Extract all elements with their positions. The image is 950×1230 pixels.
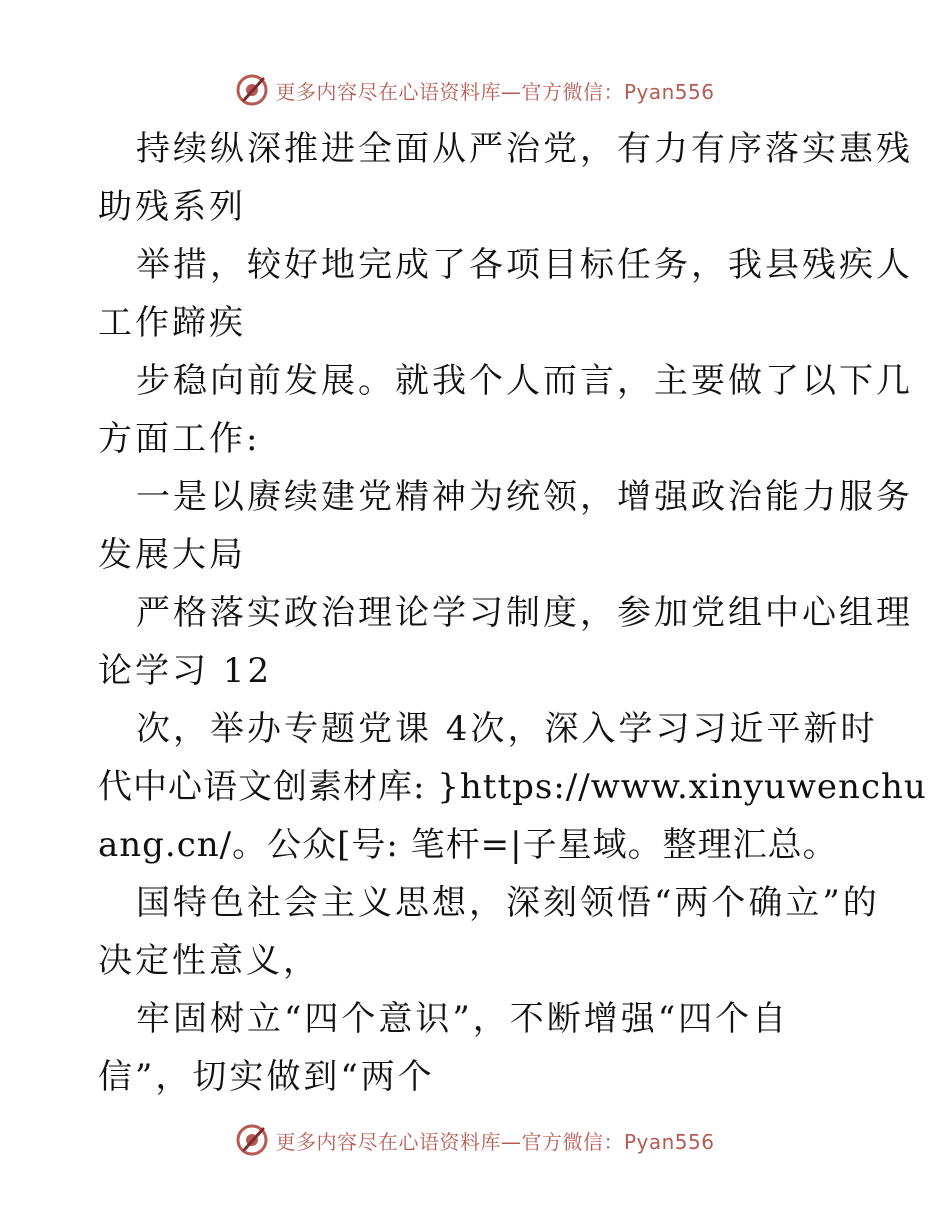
pen-logo-icon: [235, 73, 269, 107]
text-line: ang.cn/。公众[号: 笔杆=|子星域。整理汇总。: [98, 825, 838, 865]
text-line: 代中心语文创素材库: }https://www.xinyuwenchu: [98, 767, 927, 807]
watermark-text: 更多内容尽在心语资料库—官方微信：Pyan556: [275, 1129, 715, 1154]
watermark-footer: [0, 1120, 950, 1160]
watermark-header: [0, 70, 950, 110]
text-line: 助残系列: [98, 187, 246, 227]
text-line: 步稳向前发展。就我个人而言，主要做了以下几: [136, 361, 913, 401]
text-line: 发展大局: [98, 535, 246, 575]
text-line: 方面工作:: [98, 419, 261, 459]
watermark-text: 更多内容尽在心语资料库—官方微信：Pyan556: [275, 79, 715, 104]
text-line: 国特色社会主义思想，深刻领悟“两个确立”的: [136, 883, 880, 923]
text-line: 严格落实政治理论学习制度，参加党组中心组理: [136, 593, 913, 633]
text-line: 持续纵深推进全面从严治党，有力有序落实惠残: [136, 129, 913, 169]
text-line: 次，举办专题党课 4次，深入学习习近平新时: [136, 709, 878, 749]
text-line: 牢固树立“四个意识”，不断增强“四个自: [136, 999, 790, 1039]
text-line: 论学习 12: [98, 651, 273, 691]
text-line: 信”，切实做到“两个: [98, 1057, 435, 1097]
text-line: 决定性意义，: [98, 941, 320, 981]
text-line: 举措，较好地完成了各项目标任务，我县残疾人: [136, 245, 913, 285]
text-line: 工作蹄疾: [98, 303, 246, 343]
pen-logo-icon: [235, 1123, 269, 1157]
text-line: 一是以赓续建党精神为统领，增强政治能力服务: [136, 477, 913, 517]
document-body: [98, 120, 927, 1106]
